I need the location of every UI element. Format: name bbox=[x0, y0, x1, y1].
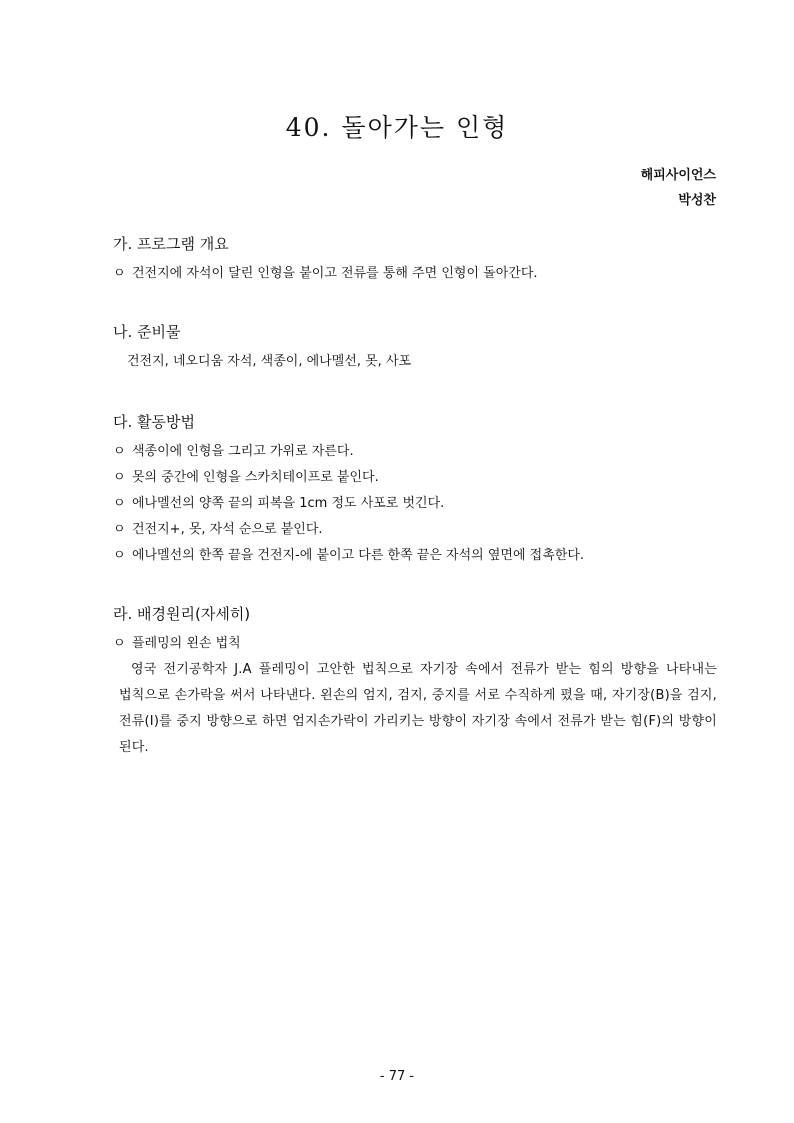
list-item-text: 플레밍의 왼손 법칙 bbox=[132, 636, 241, 651]
list-item-text: 에나멜선의 양쪽 끝의 피복을 1cm 정도 사포로 벗긴다. bbox=[132, 496, 445, 511]
principle-paragraph: 영국 전기공학자 J.A 플레밍이 고안한 법칙으로 자기장 속에서 전류가 받는 힘의 방향을 나타내는 법칙으로 손가락을 써서 나타낸다. 왼손의 엄지, 검지, 중지를 서로 수직하게 폈을 때, 자기장(B)을 검지, 전류(I)를 중지 방향으로 하면 엄지손가락이 가리키는 방향이 자기장 속에서 전류가 받는 힘(F)의 방향이 된다. bbox=[119, 662, 717, 755]
list-item-text: 건전지+, 못, 자석 순으로 붙인다. bbox=[132, 522, 323, 537]
section-heading-overview: 가. 프로그램 개요 bbox=[113, 235, 229, 253]
list-item-text: 건전지에 자석이 달린 인형을 붙이고 전류를 통해 주면 인형이 돌아간다. bbox=[132, 266, 538, 281]
list-item-text: 에나멜선의 한쪽 끝을 건전지-에 붙이고 다른 한쪽 끝은 자석의 옆면에 접촉한다. bbox=[132, 548, 585, 563]
materials-text: 건전지, 네오디움 자석, 색종이, 에나멜선, 못, 사포 bbox=[127, 354, 412, 369]
list-item-text: 색종이에 인형을 그리고 가위로 자른다. bbox=[132, 444, 354, 459]
bullet-circle-icon: ㅇ bbox=[113, 266, 126, 281]
list-item bbox=[113, 543, 717, 569]
page-title: 40. 돌아가는 인형 bbox=[285, 113, 509, 142]
bullet-circle-icon: ㅇ bbox=[113, 636, 126, 651]
list-item bbox=[113, 465, 717, 491]
author-name: 박성찬 bbox=[678, 193, 716, 208]
list-item bbox=[113, 631, 717, 657]
author-block bbox=[641, 163, 716, 213]
bullet-circle-icon: ㅇ bbox=[113, 522, 126, 537]
list-item bbox=[113, 491, 717, 517]
section-heading-activity: 다. 활동방법 bbox=[113, 413, 195, 431]
section-activity bbox=[113, 411, 717, 569]
section-overview bbox=[113, 233, 717, 287]
bullet-circle-icon: ㅇ bbox=[113, 444, 126, 459]
list-item bbox=[113, 439, 717, 465]
list-item-text: 못의 중간에 인형을 스카치테이프로 붙인다. bbox=[132, 470, 379, 485]
section-heading-materials: 나. 준비물 bbox=[113, 323, 181, 341]
list-item bbox=[113, 261, 717, 287]
section-materials bbox=[113, 321, 717, 375]
bullet-circle-icon: ㅇ bbox=[113, 470, 126, 485]
page-number: - 77 - bbox=[379, 1069, 415, 1084]
section-principle bbox=[113, 603, 717, 761]
bullet-circle-icon: ㅇ bbox=[113, 548, 126, 563]
bullet-circle-icon: ㅇ bbox=[113, 496, 126, 511]
section-heading-principle: 라. 배경원리(자세히) bbox=[113, 605, 251, 623]
author-affiliation: 해피사이언스 bbox=[640, 168, 716, 183]
list-item bbox=[113, 517, 717, 543]
